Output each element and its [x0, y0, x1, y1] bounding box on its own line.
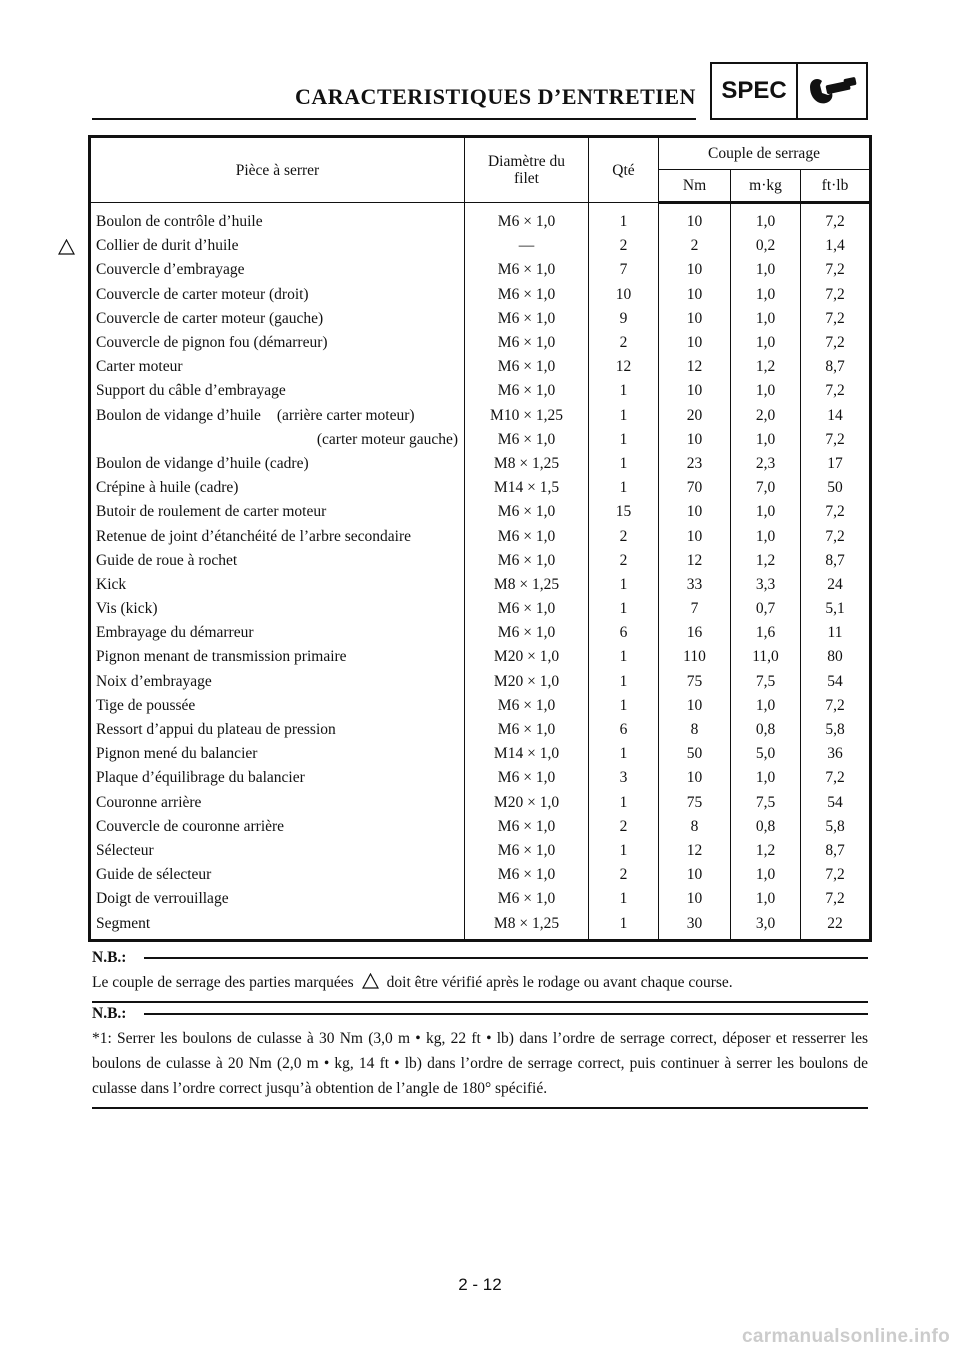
cell-part: Boulon de contrôle d’huile: [90, 203, 465, 235]
cell-nm: 10: [659, 524, 731, 548]
table-row: [90, 549, 871, 573]
cell-qty: 1: [589, 428, 659, 452]
cell-ftlb: 36: [801, 742, 871, 766]
cell-ftlb: 7,2: [801, 887, 871, 911]
cell-ftlb: 54: [801, 791, 871, 815]
table-row: [90, 234, 871, 258]
table-row: [90, 355, 871, 379]
triangle-mark-icon: [362, 973, 379, 989]
cell-part: Vis (kick): [90, 597, 465, 621]
cell-nm: 12: [659, 355, 731, 379]
cell-ftlb: 7,2: [801, 500, 871, 524]
watermark: carmanualsonline.info: [742, 1326, 950, 1347]
cell-mkg: 1,0: [731, 331, 801, 355]
cell-nm: 10: [659, 203, 731, 235]
header-thread: Diamètre du filet: [465, 137, 589, 203]
table-row: [90, 500, 871, 524]
cell-thread: M6 × 1,0: [465, 283, 589, 307]
note-rule: [144, 957, 868, 959]
cell-mkg: 1,2: [731, 839, 801, 863]
cell-qty: 2: [589, 234, 659, 258]
table-row: [90, 331, 871, 355]
table-row: [90, 283, 871, 307]
cell-thread: M6 × 1,0: [465, 379, 589, 403]
cell-mkg: 1,0: [731, 524, 801, 548]
cell-part: Carter moteur: [90, 355, 465, 379]
cell-thread: M6 × 1,0: [465, 331, 589, 355]
cell-nm: 12: [659, 549, 731, 573]
cell-mkg: 1,2: [731, 355, 801, 379]
cell-nm: 50: [659, 742, 731, 766]
cell-mkg: 11,0: [731, 645, 801, 669]
cell-qty: 2: [589, 524, 659, 548]
cell-ftlb: 7,2: [801, 307, 871, 331]
cell-qty: 1: [589, 791, 659, 815]
cell-nm: 2: [659, 234, 731, 258]
note-2: [92, 1005, 868, 1109]
table-row: [90, 524, 871, 548]
cell-qty: 10: [589, 283, 659, 307]
cell-mkg: 1,0: [731, 428, 801, 452]
triangle-mark-icon: [58, 239, 75, 255]
cell-ftlb: 24: [801, 573, 871, 597]
cell-ftlb: 7,2: [801, 766, 871, 790]
cell-part: Support du câble d’embrayage: [90, 379, 465, 403]
table-row: [90, 766, 871, 790]
cell-part-sub: (carter moteur gauche): [90, 428, 465, 452]
cell-ftlb: 7,2: [801, 524, 871, 548]
cell-part: Sélecteur: [90, 839, 465, 863]
cell-qty: 1: [589, 452, 659, 476]
cell-mkg: 0,7: [731, 597, 801, 621]
cell-part: Guide de roue à rochet: [90, 549, 465, 573]
cell-thread: M6 × 1,0: [465, 694, 589, 718]
cell-nm: 30: [659, 911, 731, 940]
cell-thread: M20 × 1,0: [465, 645, 589, 669]
cell-nm: 10: [659, 258, 731, 282]
cell-ftlb: 50: [801, 476, 871, 500]
table-row: [90, 670, 871, 694]
cell-nm: 10: [659, 694, 731, 718]
cell-part: Doigt de verrouillage: [90, 887, 465, 911]
table-row: [90, 718, 871, 742]
table-row: [90, 597, 871, 621]
table-row: [90, 573, 871, 597]
cell-part: Segment: [90, 911, 465, 940]
table-row: [90, 694, 871, 718]
cell-nm: 20: [659, 404, 731, 428]
cell-part: Boulon de vidange d’huile (cadre): [90, 452, 465, 476]
cell-qty: 6: [589, 718, 659, 742]
cell-ftlb: 7,2: [801, 283, 871, 307]
table-row: [90, 621, 871, 645]
cell-part: Couvercle de couronne arrière: [90, 815, 465, 839]
cell-part: Couronne arrière: [90, 791, 465, 815]
table-row: [90, 404, 871, 428]
cell-mkg: 1,0: [731, 694, 801, 718]
cell-thread: M20 × 1,0: [465, 791, 589, 815]
cell-qty: 1: [589, 670, 659, 694]
cell-thread: M6 × 1,0: [465, 203, 589, 235]
cell-part: Couvercle de carter moteur (droit): [90, 283, 465, 307]
torque-table: [88, 135, 872, 942]
cell-mkg: 0,8: [731, 718, 801, 742]
table-body: [90, 203, 871, 941]
cell-ftlb: 7,2: [801, 863, 871, 887]
cell-part: Guide de sélecteur: [90, 863, 465, 887]
table-row: [90, 742, 871, 766]
cell-mkg: 1,0: [731, 307, 801, 331]
cell-part: Couvercle de carter moteur (gauche): [90, 307, 465, 331]
cell-nm: 10: [659, 379, 731, 403]
cell-nm: 10: [659, 887, 731, 911]
cell-ftlb: 14: [801, 404, 871, 428]
cell-part: Ressort d’appui du plateau de pression: [90, 718, 465, 742]
cell-ftlb: 7,2: [801, 331, 871, 355]
cell-part: Butoir de roulement de carter moteur: [90, 500, 465, 524]
table-row: [90, 307, 871, 331]
cell-qty: 15: [589, 500, 659, 524]
cell-ftlb: 7,2: [801, 694, 871, 718]
cell-nm: 10: [659, 331, 731, 355]
cell-part: Noix d’embrayage: [90, 670, 465, 694]
cell-mkg: 3,3: [731, 573, 801, 597]
header-nm: Nm: [659, 170, 731, 203]
cell-mkg: 1,0: [731, 379, 801, 403]
table-row: [90, 791, 871, 815]
cell-qty: 1: [589, 887, 659, 911]
table-row: [90, 476, 871, 500]
note-label: N.B.:: [92, 949, 127, 966]
cell-nm: 12: [659, 839, 731, 863]
cell-qty: 7: [589, 258, 659, 282]
cell-part: Kick: [90, 573, 465, 597]
cell-nm: 10: [659, 500, 731, 524]
cell-ftlb: 8,7: [801, 549, 871, 573]
cell-nm: 75: [659, 791, 731, 815]
note-1: [92, 949, 868, 1003]
cell-mkg: 1,0: [731, 258, 801, 282]
cell-mkg: 2,0: [731, 404, 801, 428]
cell-part: Plaque d’équilibrage du balancier: [90, 766, 465, 790]
cell-mkg: 0,2: [731, 234, 801, 258]
cell-nm: 8: [659, 718, 731, 742]
cell-nm: 10: [659, 428, 731, 452]
cell-part: Pignon mené du balancier: [90, 742, 465, 766]
cell-qty: 2: [589, 863, 659, 887]
cell-thread: M10 × 1,25: [465, 404, 589, 428]
cell-part: Crépine à huile (cadre): [90, 476, 465, 500]
cell-ftlb: 7,2: [801, 428, 871, 452]
cell-mkg: 7,5: [731, 791, 801, 815]
cell-ftlb: 7,2: [801, 258, 871, 282]
cell-nm: 10: [659, 307, 731, 331]
cell-mkg: 7,5: [731, 670, 801, 694]
cell-qty: 1: [589, 911, 659, 940]
cell-nm: 33: [659, 573, 731, 597]
cell-ftlb: 5,8: [801, 815, 871, 839]
cell-thread: M8 × 1,25: [465, 573, 589, 597]
cell-ftlb: 11: [801, 621, 871, 645]
note-rule: [144, 1013, 868, 1015]
cell-mkg: 1,0: [731, 203, 801, 235]
cell-thread: M6 × 1,0: [465, 500, 589, 524]
cell-qty: 2: [589, 549, 659, 573]
table-row: [90, 911, 871, 940]
cell-qty: 12: [589, 355, 659, 379]
page-number: 2 - 12: [458, 1275, 502, 1294]
cell-thread: M6 × 1,0: [465, 839, 589, 863]
note-bottom-rule: [92, 1001, 868, 1003]
cell-nm: 75: [659, 670, 731, 694]
cell-part: Couvercle d’embrayage: [90, 258, 465, 282]
cell-mkg: 0,8: [731, 815, 801, 839]
cell-mkg: 1,6: [731, 621, 801, 645]
cell-thread: M6 × 1,0: [465, 549, 589, 573]
cell-mkg: 3,0: [731, 911, 801, 940]
cell-ftlb: 8,7: [801, 355, 871, 379]
table-row: [90, 258, 871, 282]
cell-qty: 1: [589, 573, 659, 597]
cell-nm: 7: [659, 597, 731, 621]
table-row: [90, 452, 871, 476]
cell-mkg: 5,0: [731, 742, 801, 766]
cell-qty: 1: [589, 645, 659, 669]
cell-qty: 2: [589, 815, 659, 839]
cell-nm: 8: [659, 815, 731, 839]
cell-mkg: 1,0: [731, 283, 801, 307]
cell-mkg: 7,0: [731, 476, 801, 500]
cell-thread: M6 × 1,0: [465, 887, 589, 911]
cell-thread: M6 × 1,0: [465, 863, 589, 887]
cell-nm: 10: [659, 863, 731, 887]
cell-mkg: 1,0: [731, 766, 801, 790]
table-row: [90, 645, 871, 669]
cell-thread: M6 × 1,0: [465, 597, 589, 621]
cell-ftlb: 5,1: [801, 597, 871, 621]
cell-ftlb: 7,2: [801, 203, 871, 235]
cell-qty: 9: [589, 307, 659, 331]
cell-thread: M8 × 1,25: [465, 452, 589, 476]
table-row: [90, 887, 871, 911]
cell-qty: 1: [589, 404, 659, 428]
cell-thread: M6 × 1,0: [465, 307, 589, 331]
cell-part: Pignon menant de transmission primaire: [90, 645, 465, 669]
cell-nm: 70: [659, 476, 731, 500]
cell-thread: M6 × 1,0: [465, 428, 589, 452]
cell-mkg: 1,2: [731, 549, 801, 573]
cell-ftlb: 80: [801, 645, 871, 669]
cell-thread: M14 × 1,5: [465, 476, 589, 500]
cell-qty: 3: [589, 766, 659, 790]
cell-ftlb: 7,2: [801, 379, 871, 403]
note-text: Le couple de serrage des parties marquées doit être vérifié après le rodage ou avant chaque course.: [92, 974, 733, 991]
cell-part: Collier de durit d’huile: [90, 234, 465, 258]
cell-ftlb: 1,4: [801, 234, 871, 258]
cell-nm: 10: [659, 283, 731, 307]
cell-part: Retenue de joint d’étanchéité de l’arbre secondaire: [90, 524, 465, 548]
cell-qty: 1: [589, 203, 659, 235]
table-row: [90, 203, 871, 235]
cell-nm: 110: [659, 645, 731, 669]
spec-badge: [710, 62, 868, 120]
cell-part-sub: (arrière carter moteur): [276, 406, 415, 424]
cell-mkg: 2,3: [731, 452, 801, 476]
cell-thread: M6 × 1,0: [465, 766, 589, 790]
cell-part: Couvercle de pignon fou (démarreur): [90, 331, 465, 355]
page-title: CARACTERISTIQUES D’ENTRETIEN: [295, 84, 696, 109]
cell-part: Boulon de vidange d’huile (arrière carter moteur): [90, 404, 465, 428]
cell-thread: M20 × 1,0: [465, 670, 589, 694]
table-row: [90, 379, 871, 403]
cell-part: Tige de poussée: [90, 694, 465, 718]
note-label: N.B.:: [92, 1005, 127, 1022]
table-row: [90, 428, 871, 452]
header-torque: Couple de serrage: [659, 137, 871, 170]
title-rule: [92, 118, 696, 120]
table-row: [90, 839, 871, 863]
cell-thread: —: [465, 234, 589, 258]
cell-ftlb: 54: [801, 670, 871, 694]
table-row: [90, 815, 871, 839]
cell-mkg: 1,0: [731, 500, 801, 524]
cell-nm: 23: [659, 452, 731, 476]
cell-thread: M6 × 1,0: [465, 524, 589, 548]
header-mkg: m·kg: [731, 170, 801, 203]
header-ftlb: ft·lb: [801, 170, 871, 203]
header-qty: Qté: [589, 137, 659, 203]
table-row: [90, 863, 871, 887]
note-text: *1: Serrer les boulons de culasse à 30 Nm (3,0 m • kg, 22 ft • lb) dans l’ordre de serrage correct, déposer et resserrer les boulons de culasse à 20 Nm (2,0 m • kg, 14 ft • lb) dans l’ordre de serrage correct, puis continuer à serrer les boulons de culasse dans l’ordre correct jusqu’à obtention de l’angle de 180° spécifié.: [92, 1030, 868, 1097]
cell-thread: M14 × 1,0: [465, 742, 589, 766]
cell-thread: M6 × 1,0: [465, 258, 589, 282]
cell-qty: 6: [589, 621, 659, 645]
cell-mkg: 1,0: [731, 863, 801, 887]
cell-thread: M6 × 1,0: [465, 718, 589, 742]
cell-nm: 10: [659, 766, 731, 790]
cell-qty: 1: [589, 379, 659, 403]
cell-qty: 1: [589, 597, 659, 621]
cell-thread: M6 × 1,0: [465, 815, 589, 839]
cell-qty: 1: [589, 694, 659, 718]
spec-label: SPEC: [712, 64, 798, 118]
cell-qty: 1: [589, 742, 659, 766]
cell-thread: M6 × 1,0: [465, 621, 589, 645]
cell-thread: M8 × 1,25: [465, 911, 589, 940]
header-part: Pièce à serrer: [90, 137, 465, 203]
cell-ftlb: 22: [801, 911, 871, 940]
cell-qty: 1: [589, 839, 659, 863]
cell-qty: 2: [589, 331, 659, 355]
cell-ftlb: 17: [801, 452, 871, 476]
cell-nm: 16: [659, 621, 731, 645]
cell-qty: 1: [589, 476, 659, 500]
cell-part: Embrayage du démarreur: [90, 621, 465, 645]
note-bottom-rule: [92, 1107, 868, 1109]
cell-thread: M6 × 1,0: [465, 355, 589, 379]
cell-mkg: 1,0: [731, 887, 801, 911]
wrench-icon: [798, 64, 866, 118]
cell-ftlb: 5,8: [801, 718, 871, 742]
cell-ftlb: 8,7: [801, 839, 871, 863]
